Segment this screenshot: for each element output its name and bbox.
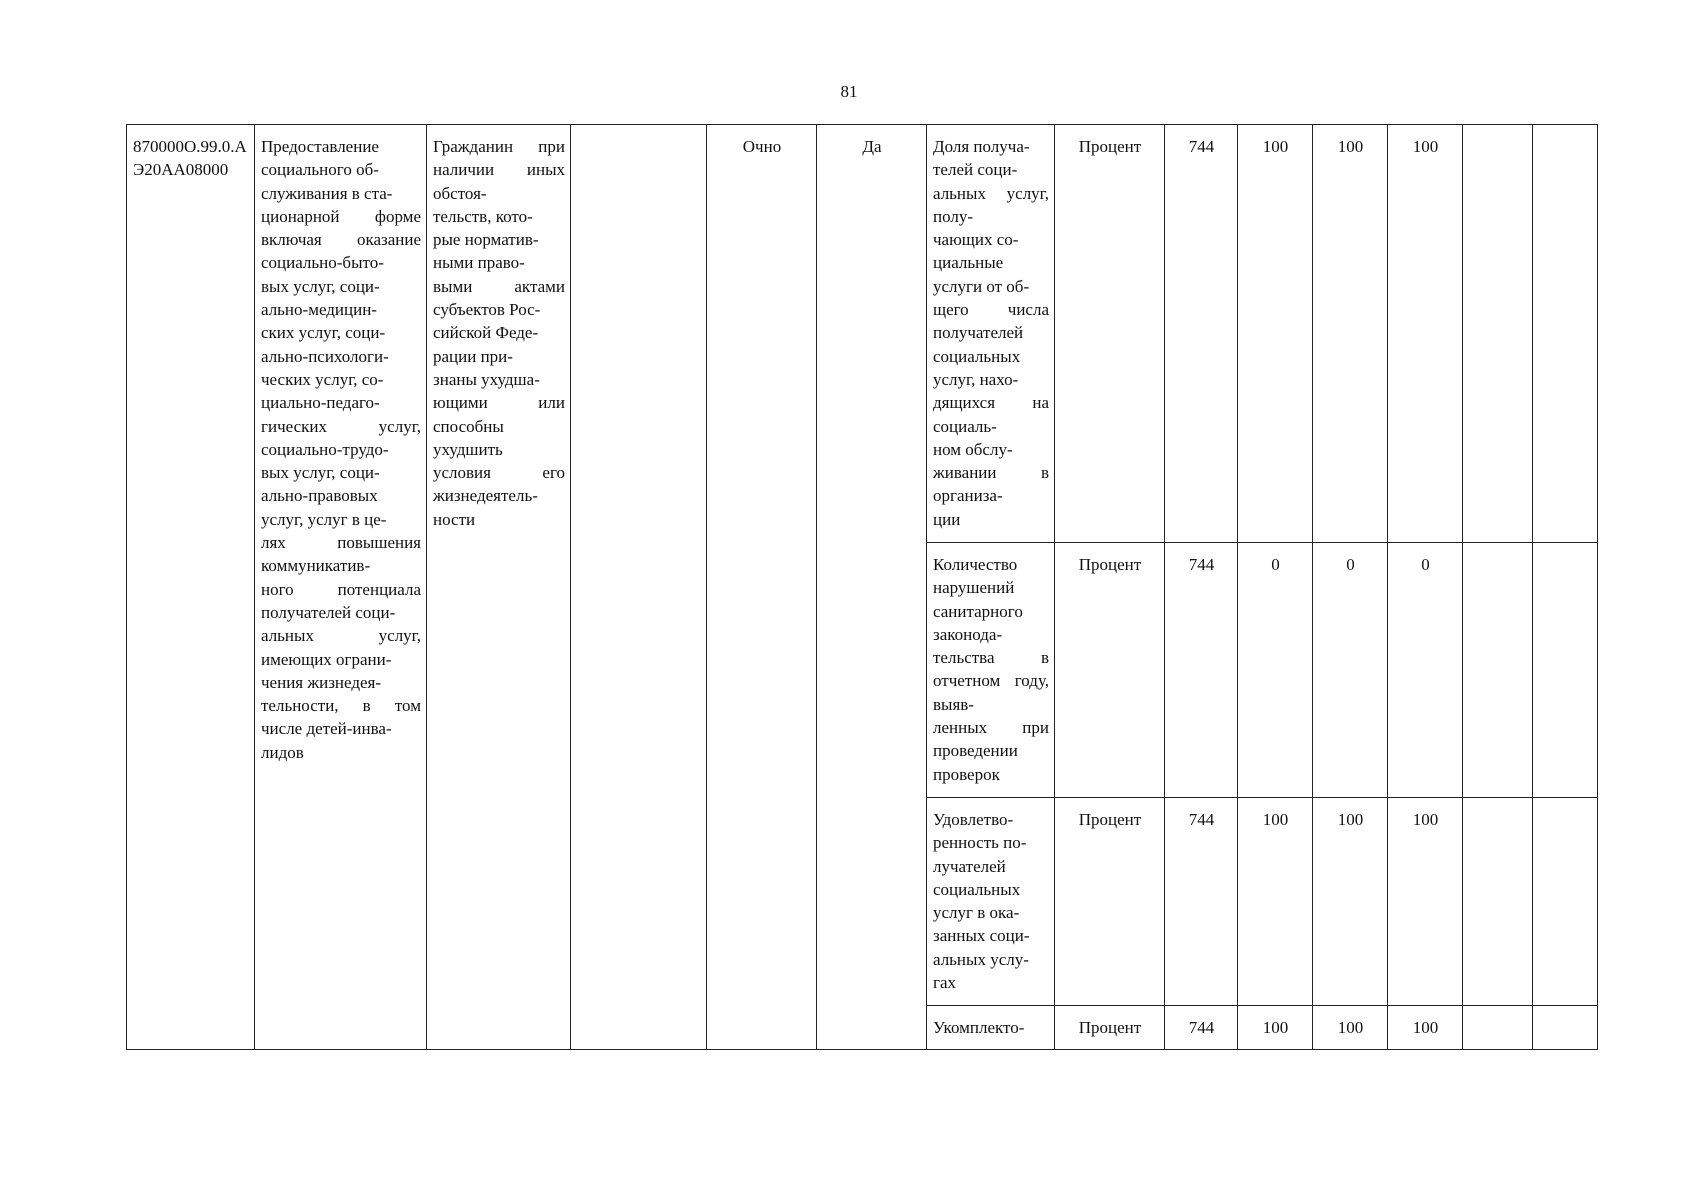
indicator-name-cell: Доля получа- телей соци- альных услуг, полу- чающих со- циальные услуги от об- щего числа получателей социальных услуг, нахо- дящихся на социаль- ном обслу- живании в организа- ции	[927, 125, 1055, 543]
indicator-name-cell: Укомплекто-	[927, 1006, 1055, 1050]
unit-cell: Процент	[1055, 543, 1165, 798]
value-cell-4	[1463, 125, 1533, 543]
value-cell-5	[1533, 125, 1598, 543]
value-cell-2: 100	[1313, 1006, 1388, 1050]
registry-code: 870000О.99.0.АЭ20АА08000	[133, 137, 247, 180]
flag-cell: Да	[817, 125, 927, 1050]
unit-cell: Процент	[1055, 1006, 1165, 1050]
value-cell-5	[1533, 1006, 1598, 1050]
value-cell-2: 100	[1313, 798, 1388, 1006]
value-cell-3: 100	[1388, 1006, 1463, 1050]
value-cell-5	[1533, 798, 1598, 1006]
value-cell-2: 0	[1313, 543, 1388, 798]
value-cell-1: 100	[1238, 798, 1313, 1006]
service-form-cell: Очно	[707, 125, 817, 1050]
indicator-name-cell: Удовлетво- ренность по- лучателей социальных услуг в ока- занных соци- альных услу- гах	[927, 798, 1055, 1006]
value-cell-4	[1463, 1006, 1533, 1050]
empty-cell	[571, 125, 707, 1050]
value-cell-4	[1463, 798, 1533, 1006]
value-cell-3: 100	[1388, 125, 1463, 543]
value-cell-1: 100	[1238, 1006, 1313, 1050]
value-cell-4	[1463, 543, 1533, 798]
recipient-category-cell: Гражданин при наличии иных обстоя- тельств, кото- рые норматив- ными право- выми актами субъектов Рос- сийской Феде- рации при- знаны ухудша- ющими или способны ухудшить условия его жизнедеятель- ности	[427, 125, 571, 1050]
value-cell-2: 100	[1313, 125, 1388, 543]
value-cell-3: 0	[1388, 543, 1463, 798]
okei-code-cell: 744	[1165, 543, 1238, 798]
indicator-name-cell: Количество нарушений санитарного законода- тельства в отчетном году, выяв- ленных при проведении проверок	[927, 543, 1055, 798]
unit-cell: Процент	[1055, 125, 1165, 543]
value-cell-1: 100	[1238, 125, 1313, 543]
unit-cell: Процент	[1055, 798, 1165, 1006]
okei-code-cell: 744	[1165, 125, 1238, 543]
value-cell-5	[1533, 543, 1598, 798]
okei-code-cell: 744	[1165, 1006, 1238, 1050]
page-number: 81	[840, 82, 858, 101]
okei-code-cell: 744	[1165, 798, 1238, 1006]
registry-code-cell	[127, 125, 255, 1050]
service-indicators-table	[126, 124, 1598, 1050]
table-row	[127, 125, 1598, 543]
value-cell-1: 0	[1238, 543, 1313, 798]
service-name-cell: Предоставление социального об- служивания в ста- ционарной форме включая оказание социально-быто- вых услуг, соци- ально-медицин- ских услуг, соци- ально-психологи- ческих услуг, со- циально-педаго- гических услуг, социально-трудо- вых услуг, соци- ально-правовых услуг, услуг в це- лях повышения коммуникатив- ного потенциала получателей соци- альных услуг, имеющих ограни- чения жизнедея- тельности, в том числе детей-инва- лидов	[255, 125, 427, 1050]
value-cell-3: 100	[1388, 798, 1463, 1006]
